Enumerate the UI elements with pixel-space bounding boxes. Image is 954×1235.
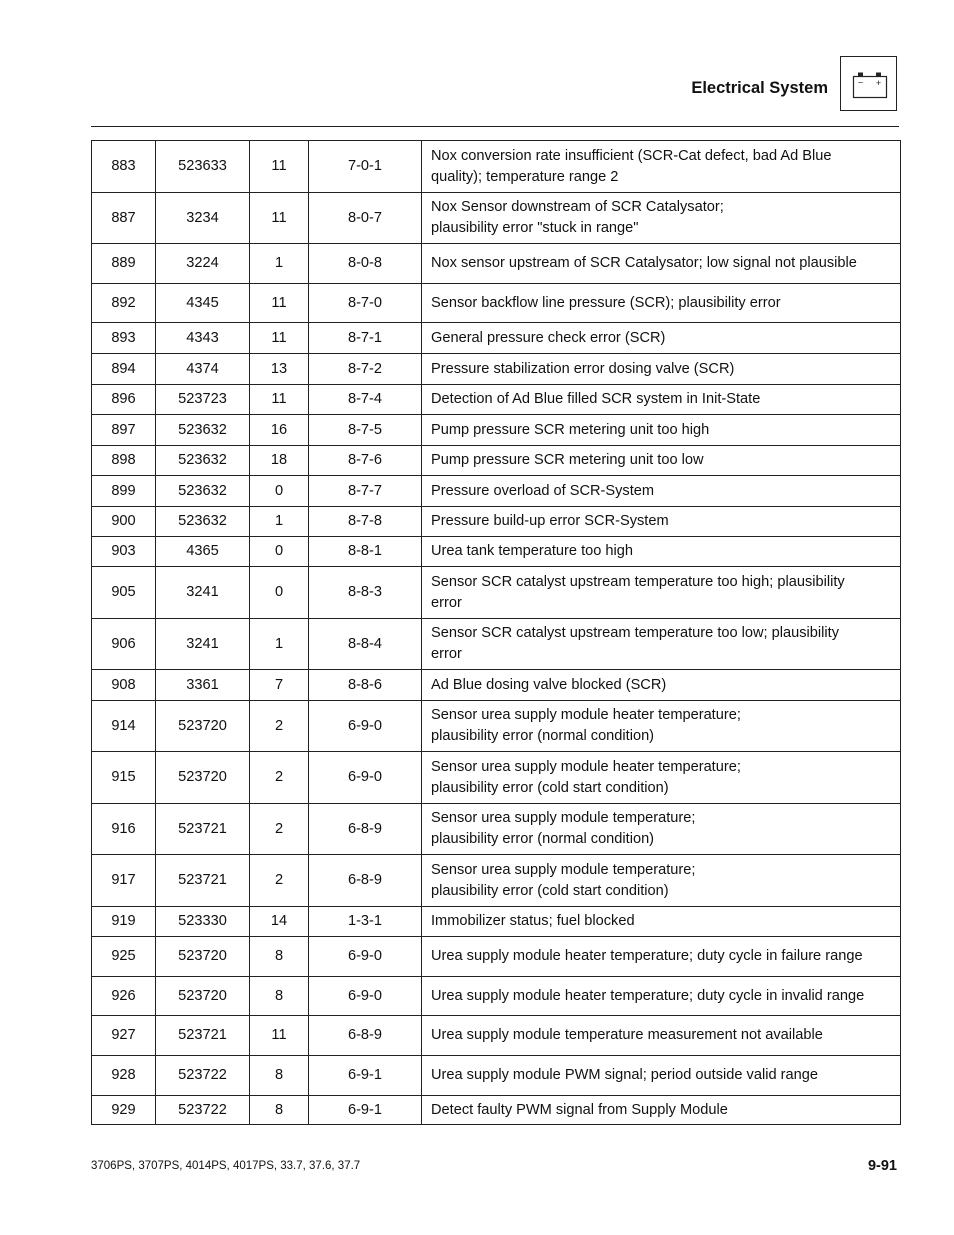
table-cell-c3: 11 xyxy=(250,193,309,244)
description-line: Nox Sensor downstream of SCR Catalysator; xyxy=(431,199,724,215)
table-cell-c3: 11 xyxy=(250,385,309,415)
table-cell-c4: 6-9-0 xyxy=(309,937,422,977)
table-cell-c3: 11 xyxy=(250,141,309,193)
table-row xyxy=(92,507,901,537)
table-cell-c1: 917 xyxy=(92,855,156,907)
table-cell-c3: 11 xyxy=(250,284,309,323)
description-line: Pressure stabilization error dosing valve (SCR) xyxy=(431,360,735,377)
table-cell-description xyxy=(422,977,901,1016)
description-line: error xyxy=(431,646,462,662)
description-line: Urea supply module PWM signal; period outside valid range xyxy=(431,1067,818,1083)
table-cell-c2: 4374 xyxy=(156,354,250,385)
description-line: Pressure build-up error SCR-System xyxy=(431,513,669,529)
table-cell-c3: 0 xyxy=(250,537,309,567)
table-cell-c4: 8-8-3 xyxy=(309,567,422,619)
table-cell-c1: 892 xyxy=(92,284,156,323)
section-title: Electrical System xyxy=(691,79,828,97)
description-line: Detect faulty PWM signal from Supply Module xyxy=(431,1101,728,1118)
table-cell-c2: 4343 xyxy=(156,323,250,354)
description-line: Urea supply module heater temperature; duty cycle in invalid range xyxy=(431,987,865,1004)
table-cell-c3: 13 xyxy=(250,354,309,385)
table-cell-description xyxy=(422,244,901,284)
table-cell-c1: 893 xyxy=(92,323,156,354)
table-row xyxy=(92,141,901,193)
table-cell-c4: 1-3-1 xyxy=(309,907,422,937)
table-cell-c3: 1 xyxy=(250,507,309,537)
table-cell-c1: 899 xyxy=(92,476,156,507)
table-cell-description xyxy=(422,385,901,415)
table-cell-c3: 1 xyxy=(250,244,309,284)
header-divider xyxy=(91,126,899,127)
table-row xyxy=(92,619,901,670)
table-cell-c4: 8-8-4 xyxy=(309,619,422,670)
table-cell-c3: 11 xyxy=(250,323,309,354)
table-cell-c1: 897 xyxy=(92,415,156,446)
table-cell-c1: 894 xyxy=(92,354,156,385)
description-line: plausibility error (normal condition) xyxy=(431,831,655,847)
table-cell-description xyxy=(422,1056,901,1096)
table-cell-c3: 2 xyxy=(250,752,309,804)
description-line: Sensor urea supply module temperature; xyxy=(431,861,696,878)
table-cell-c3: 0 xyxy=(250,567,309,619)
table-cell-c2: 523720 xyxy=(156,937,250,977)
table-cell-description xyxy=(422,323,901,354)
table-row xyxy=(92,385,901,415)
table-cell-c2: 523720 xyxy=(156,977,250,1016)
table-cell-c2: 523721 xyxy=(156,1016,250,1056)
table-cell-description xyxy=(422,507,901,537)
fault-code-table-body xyxy=(92,141,901,1125)
table-cell-c4: 6-9-0 xyxy=(309,752,422,804)
table-cell-description xyxy=(422,567,901,619)
battery-minus: − xyxy=(857,77,864,88)
table-row xyxy=(92,855,901,907)
table-cell-c1: 903 xyxy=(92,537,156,567)
description-line: Urea supply module temperature measurement not available xyxy=(431,1027,823,1043)
table-cell-c4: 8-7-7 xyxy=(309,476,422,507)
table-cell-description xyxy=(422,1016,901,1056)
description-line: Immobilizer status; fuel blocked xyxy=(431,913,635,929)
table-cell-c2: 523720 xyxy=(156,701,250,752)
table-cell-description xyxy=(422,701,901,752)
table-cell-c2: 3241 xyxy=(156,619,250,670)
description-line: Sensor SCR catalyst upstream temperature too low; plausibility xyxy=(431,625,839,641)
description-line: plausibility error (cold start condition) xyxy=(431,779,669,796)
table-cell-c1: 929 xyxy=(92,1096,156,1125)
battery-plus: + xyxy=(875,78,882,88)
table-cell-description xyxy=(422,141,901,193)
table-cell-c4: 8-7-5 xyxy=(309,415,422,446)
table-row xyxy=(92,354,901,385)
table-cell-description xyxy=(422,446,901,476)
table-cell-c1: 926 xyxy=(92,977,156,1016)
table-row xyxy=(92,244,901,284)
table-cell-c2: 3224 xyxy=(156,244,250,284)
table-cell-c2: 523722 xyxy=(156,1056,250,1096)
table-cell-c2: 523632 xyxy=(156,476,250,507)
table-cell-c3: 2 xyxy=(250,701,309,752)
table-cell-c3: 18 xyxy=(250,446,309,476)
table-cell-description xyxy=(422,804,901,855)
table-cell-c3: 7 xyxy=(250,670,309,701)
description-line: Sensor urea supply module heater temperature; xyxy=(431,707,741,723)
table-cell-description xyxy=(422,670,901,701)
table-row xyxy=(92,567,901,619)
table-cell-c4: 6-9-0 xyxy=(309,701,422,752)
table-cell-c2: 523632 xyxy=(156,446,250,476)
table-row xyxy=(92,537,901,567)
table-cell-c3: 1 xyxy=(250,619,309,670)
table-cell-c2: 4345 xyxy=(156,284,250,323)
table-cell-c4: 6-9-1 xyxy=(309,1096,422,1125)
table-cell-c4: 6-8-9 xyxy=(309,804,422,855)
table-cell-c2: 523330 xyxy=(156,907,250,937)
table-cell-c4: 8-0-7 xyxy=(309,193,422,244)
table-cell-description xyxy=(422,354,901,385)
table-cell-c3: 14 xyxy=(250,907,309,937)
table-cell-c3: 8 xyxy=(250,977,309,1016)
table-cell-description xyxy=(422,284,901,323)
description-line: Urea tank temperature too high xyxy=(431,543,633,559)
table-row xyxy=(92,937,901,977)
table-cell-c1: 919 xyxy=(92,907,156,937)
table-row xyxy=(92,415,901,446)
table-cell-c4: 8-7-2 xyxy=(309,354,422,385)
table-cell-c1: 925 xyxy=(92,937,156,977)
table-cell-c2: 523721 xyxy=(156,855,250,907)
table-cell-c3: 8 xyxy=(250,1096,309,1125)
table-cell-description xyxy=(422,619,901,670)
description-line: plausibility error (normal condition) xyxy=(431,728,655,744)
description-line: Detection of Ad Blue filled SCR system in Init-State xyxy=(431,391,761,407)
table-cell-c4: 7-0-1 xyxy=(309,141,422,193)
table-row xyxy=(92,1096,901,1125)
table-cell-description xyxy=(422,476,901,507)
table-row xyxy=(92,284,901,323)
table-cell-c2: 523720 xyxy=(156,752,250,804)
table-row xyxy=(92,907,901,937)
description-line: Pump pressure SCR metering unit too high xyxy=(431,421,710,438)
table-cell-c4: 8-7-0 xyxy=(309,284,422,323)
table-cell-c2: 3234 xyxy=(156,193,250,244)
description-line: quality); temperature range 2 xyxy=(431,168,619,185)
table-cell-c3: 16 xyxy=(250,415,309,446)
table-cell-c2: 523723 xyxy=(156,385,250,415)
table-cell-c2: 3361 xyxy=(156,670,250,701)
table-cell-description xyxy=(422,937,901,977)
table-cell-c4: 6-9-0 xyxy=(309,977,422,1016)
fault-code-table xyxy=(91,140,901,1125)
table-cell-description xyxy=(422,537,901,567)
page-number: 9-91 xyxy=(867,1158,897,1174)
table-row xyxy=(92,701,901,752)
battery-icon xyxy=(840,56,897,111)
table-cell-c1: 914 xyxy=(92,701,156,752)
table-cell-c2: 523632 xyxy=(156,415,250,446)
table-cell-c1: 916 xyxy=(92,804,156,855)
description-line: error xyxy=(431,594,462,611)
description-line: General pressure check error (SCR) xyxy=(431,329,666,346)
table-cell-c3: 0 xyxy=(250,476,309,507)
table-cell-description xyxy=(422,752,901,804)
table-row xyxy=(92,804,901,855)
table-row xyxy=(92,1016,901,1056)
table-cell-c2: 523722 xyxy=(156,1096,250,1125)
description-line: Ad Blue dosing valve blocked (SCR) xyxy=(431,676,667,693)
table-cell-description xyxy=(422,1096,901,1125)
table-cell-c4: 8-8-6 xyxy=(309,670,422,701)
table-cell-c2: 523632 xyxy=(156,507,250,537)
table-cell-c3: 2 xyxy=(250,804,309,855)
table-row xyxy=(92,752,901,804)
table-cell-c2: 523721 xyxy=(156,804,250,855)
table-cell-c4: 6-9-1 xyxy=(309,1056,422,1096)
table-cell-c1: 883 xyxy=(92,141,156,193)
table-cell-description xyxy=(422,415,901,446)
description-line: Sensor SCR catalyst upstream temperature too high; plausibility xyxy=(431,573,845,590)
table-cell-description xyxy=(422,855,901,907)
table-cell-c2: 3241 xyxy=(156,567,250,619)
table-cell-c4: 6-8-9 xyxy=(309,1016,422,1056)
description-line: Urea supply module heater temperature; duty cycle in failure range xyxy=(431,948,863,964)
table-cell-c4: 8-7-8 xyxy=(309,507,422,537)
table-cell-c2: 4365 xyxy=(156,537,250,567)
description-line: Pump pressure SCR metering unit too low xyxy=(431,452,704,468)
table-cell-c4: 8-7-4 xyxy=(309,385,422,415)
table-cell-c2: 523633 xyxy=(156,141,250,193)
table-cell-c4: 8-0-8 xyxy=(309,244,422,284)
table-cell-c1: 887 xyxy=(92,193,156,244)
table-cell-c1: 905 xyxy=(92,567,156,619)
description-line: plausibility error "stuck in range" xyxy=(431,220,639,236)
table-cell-c3: 2 xyxy=(250,855,309,907)
table-row xyxy=(92,446,901,476)
description-line: Pressure overload of SCR-System xyxy=(431,482,655,499)
description-line: Sensor urea supply module heater temperature; xyxy=(431,758,741,775)
table-cell-c3: 11 xyxy=(250,1016,309,1056)
description-line: Sensor urea supply module temperature; xyxy=(431,810,696,826)
description-line: plausibility error (cold start condition) xyxy=(431,882,669,899)
table-cell-c1: 896 xyxy=(92,385,156,415)
table-row xyxy=(92,323,901,354)
table-cell-description xyxy=(422,907,901,937)
table-row xyxy=(92,193,901,244)
table-cell-c1: 927 xyxy=(92,1016,156,1056)
table-row xyxy=(92,977,901,1016)
table-row xyxy=(92,1056,901,1096)
table-cell-c1: 889 xyxy=(92,244,156,284)
table-cell-c1: 908 xyxy=(92,670,156,701)
description-line: Nox sensor upstream of SCR Catalysator; low signal not plausible xyxy=(431,255,857,271)
table-cell-c4: 8-7-1 xyxy=(309,323,422,354)
table-cell-c1: 906 xyxy=(92,619,156,670)
table-cell-c4: 6-8-9 xyxy=(309,855,422,907)
table-cell-c4: 8-7-6 xyxy=(309,446,422,476)
description-line: Nox conversion rate insufficient (SCR-Cat defect, bad Ad Blue xyxy=(431,147,832,164)
table-cell-c1: 928 xyxy=(92,1056,156,1096)
footer-models: 3706PS, 3707PS, 4014PS, 4017PS, 33.7, 37.6, 37.7 xyxy=(91,1160,361,1172)
table-cell-c1: 898 xyxy=(92,446,156,476)
table-row xyxy=(92,670,901,701)
table-row xyxy=(92,476,901,507)
table-cell-c3: 8 xyxy=(250,937,309,977)
table-cell-c1: 900 xyxy=(92,507,156,537)
description-line: Sensor backflow line pressure (SCR); plausibility error xyxy=(431,294,781,311)
table-cell-c1: 915 xyxy=(92,752,156,804)
table-cell-description xyxy=(422,193,901,244)
table-cell-c4: 8-8-1 xyxy=(309,537,422,567)
table-cell-c3: 8 xyxy=(250,1056,309,1096)
